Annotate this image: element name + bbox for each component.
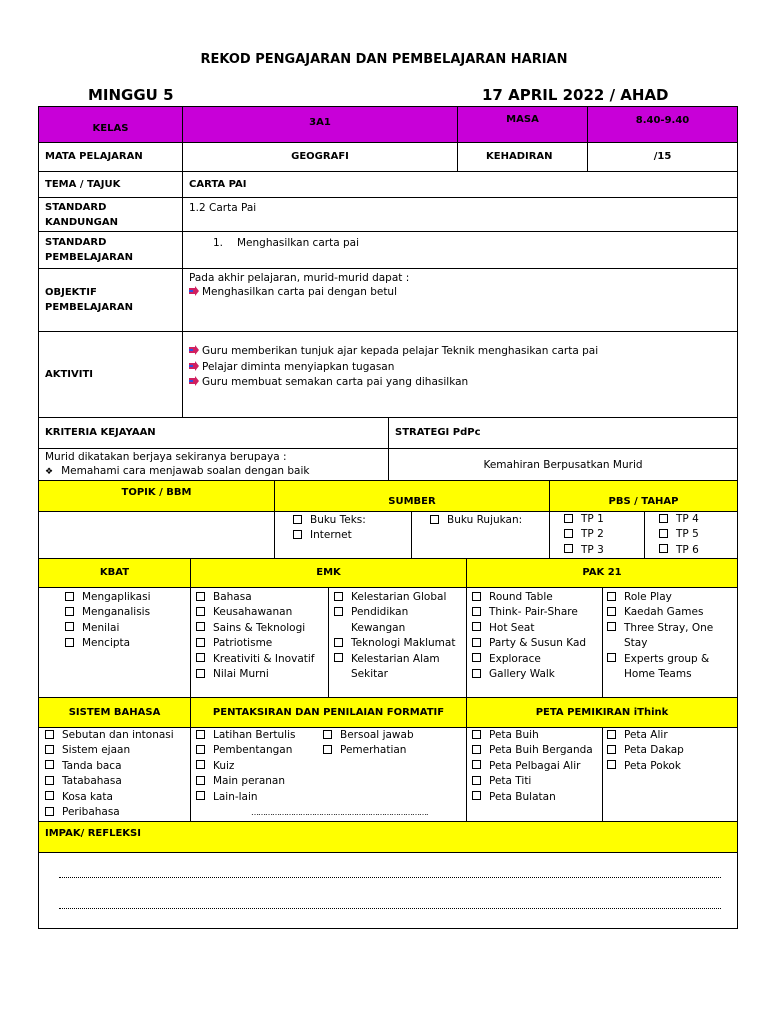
- checkbox-item[interactable]: [334, 605, 466, 620]
- checkbox-icon[interactable]: [196, 622, 205, 631]
- checkbox-label: Pembentangan: [213, 744, 293, 757]
- checkbox-label: Kaedah Games: [624, 606, 704, 619]
- aktiviti-item: [189, 375, 731, 391]
- pentaksiran-cell: [190, 727, 467, 822]
- checkbox-icon[interactable]: [65, 607, 74, 616]
- checkbox-icon[interactable]: [659, 529, 668, 538]
- checkbox-item[interactable]: [659, 543, 737, 558]
- emk-b-list: [334, 590, 466, 682]
- checkbox-label: Tanda baca: [62, 759, 122, 772]
- checkbox-icon[interactable]: [293, 515, 302, 524]
- checkbox-label: Menganalisis: [82, 606, 151, 619]
- checkbox-item[interactable]: [334, 667, 466, 682]
- checkbox-item[interactable]: [472, 621, 602, 636]
- checkbox-label: Keusahawanan: [213, 606, 293, 619]
- checkbox-item[interactable]: [196, 605, 328, 620]
- tema-row: [38, 171, 738, 198]
- tp-b-cell: [644, 511, 738, 559]
- checkbox-item[interactable]: [659, 512, 737, 527]
- checkbox-icon[interactable]: [45, 760, 54, 769]
- impak-content-row: [38, 852, 738, 929]
- checkbox-label: TP 6: [676, 543, 699, 556]
- checkbox-icon[interactable]: [659, 514, 668, 523]
- bahasa-content-row: [38, 727, 738, 822]
- checkbox-label: Bersoal jawab: [340, 729, 414, 741]
- sp-value-cell: [182, 231, 738, 269]
- checkbox-item[interactable]: [196, 774, 295, 789]
- checkbox-label: Gallery Walk: [489, 668, 555, 681]
- emk-b-cell: [328, 587, 467, 698]
- kriteria-cell: [38, 448, 389, 481]
- checkbox-item[interactable]: [45, 728, 190, 743]
- checkbox-icon[interactable]: [564, 529, 573, 538]
- kelas-value: 3A1: [182, 106, 458, 143]
- checkbox-item[interactable]: [334, 621, 466, 636]
- checkbox-label: Kelestarian Alam: [351, 652, 440, 665]
- sk-row: [38, 197, 738, 232]
- checkbox-item[interactable]: [45, 805, 190, 820]
- pent-b-list: [323, 728, 414, 759]
- checkbox-item[interactable]: [607, 621, 737, 636]
- checkbox-label: Bahasa: [213, 591, 252, 603]
- checkbox-label: Role Play: [624, 591, 672, 603]
- checkbox-item[interactable]: [472, 667, 602, 682]
- checkbox-icon[interactable]: [45, 730, 54, 739]
- kelas-row: [38, 106, 738, 143]
- sistem-cell: [38, 727, 191, 822]
- checkbox-item[interactable]: [659, 527, 737, 542]
- masa-value: 8.40-9.40: [587, 106, 738, 143]
- aktiviti-item: [189, 360, 731, 376]
- topik-cell: [38, 511, 275, 559]
- sistem-list: [45, 728, 190, 820]
- bahasa-header-row: [38, 697, 738, 728]
- impak-line-2[interactable]: [59, 908, 721, 909]
- kriteria-header-row: [38, 417, 738, 449]
- checkbox-item[interactable]: [607, 590, 737, 605]
- checkbox-icon[interactable]: [323, 730, 332, 739]
- aktiviti-label: AKTIVITI: [38, 331, 183, 418]
- aktiviti-text: Guru memberikan tunjuk ajar kepada pelajar Teknik menghasikan carta pai: [202, 345, 599, 357]
- sp-value: Menghasilkan carta pai: [237, 237, 359, 249]
- checkbox-icon[interactable]: [45, 776, 54, 785]
- checkbox-icon[interactable]: [607, 607, 616, 616]
- checkbox-item[interactable]: [472, 652, 602, 667]
- impak-label: IMPAK/ REFLEKSI: [38, 821, 738, 853]
- sp-label-line1: STANDARD: [45, 237, 107, 248]
- checkbox-icon[interactable]: [472, 776, 481, 785]
- checkbox-icon[interactable]: [196, 653, 205, 662]
- pent-a-list: [196, 728, 295, 805]
- checkbox-icon[interactable]: [65, 638, 74, 647]
- checkbox-label: Menilai: [82, 621, 120, 634]
- impak-line-1[interactable]: [59, 877, 721, 878]
- attendance-label: KEHADIRAN: [457, 142, 588, 172]
- tp-a-list: [564, 512, 644, 558]
- checkbox-item[interactable]: [196, 790, 295, 805]
- week-label: MINGGU 5: [88, 86, 174, 104]
- checkbox-item[interactable]: [65, 621, 190, 636]
- checkbox-label: TP 2: [581, 528, 604, 541]
- sumber-b-list: [430, 513, 549, 528]
- checkbox-icon[interactable]: [659, 544, 668, 553]
- checkbox-label: Home Teams: [624, 668, 692, 681]
- checkbox-item[interactable]: [607, 759, 737, 774]
- checkbox-item[interactable]: [430, 513, 549, 528]
- checkbox-label: Sains & Teknologi: [213, 621, 306, 634]
- checkbox-item[interactable]: [564, 527, 644, 542]
- peta-label: PETA PEMIKIRAN iThink: [466, 697, 738, 728]
- aktiviti-row: [38, 331, 738, 418]
- checkbox-icon[interactable]: [607, 592, 616, 601]
- checkbox-icon[interactable]: [472, 592, 481, 601]
- checkbox-icon[interactable]: [607, 622, 616, 631]
- checkbox-item[interactable]: [334, 590, 466, 605]
- checkbox-label: Teknologi Maklumat: [351, 637, 456, 650]
- checkbox-item[interactable]: [196, 636, 328, 651]
- checkbox-item[interactable]: [45, 774, 190, 789]
- checkbox-item[interactable]: [45, 743, 190, 758]
- pent-dots: ………………………………………………………………….: [251, 808, 428, 817]
- kbat-cell: [38, 587, 191, 698]
- kriteria-item: [45, 464, 382, 479]
- checkbox-icon[interactable]: [334, 607, 343, 616]
- kbat-content-row: [38, 587, 738, 698]
- checkbox-item[interactable]: [564, 543, 644, 558]
- checkbox-item[interactable]: [472, 590, 602, 605]
- checkbox-label: Mencipta: [82, 637, 131, 650]
- impak-cell: [38, 852, 738, 929]
- checkbox-icon[interactable]: [196, 607, 205, 616]
- checkbox-icon[interactable]: [196, 730, 205, 739]
- checkbox-icon[interactable]: [45, 807, 54, 816]
- resources-header-row: [38, 480, 738, 512]
- obj-label: [38, 268, 183, 332]
- checkbox-item[interactable]: [472, 605, 602, 620]
- checkbox-item[interactable]: [607, 667, 737, 682]
- sk-label-line1: STANDARD: [45, 202, 107, 213]
- checkbox-label: Pemerhatian: [340, 744, 407, 757]
- checkbox-icon[interactable]: [334, 592, 343, 601]
- checkbox-item[interactable]: [607, 605, 737, 620]
- checkbox-icon[interactable]: [65, 622, 74, 631]
- checkbox-label: Kreativiti & Inovatif: [213, 652, 315, 665]
- arrow-bullet-icon: [189, 286, 199, 296]
- checkbox-icon[interactable]: [65, 592, 74, 601]
- checkbox-label: Kelestarian Global: [351, 591, 447, 603]
- checkbox-item[interactable]: [472, 636, 602, 651]
- peta-a-list: [472, 728, 602, 805]
- checkbox-item[interactable]: [196, 590, 328, 605]
- diamond-bullet-icon: ❖: [45, 467, 54, 477]
- checkbox-icon[interactable]: [472, 622, 481, 631]
- checkbox-icon[interactable]: [607, 653, 616, 662]
- checkbox-label: Mengaplikasi: [82, 591, 151, 603]
- checkbox-item[interactable]: [196, 621, 328, 636]
- checkbox-item[interactable]: [323, 743, 414, 758]
- checkbox-item[interactable]: [607, 728, 737, 743]
- checkbox-label: Lain-lain: [213, 790, 258, 803]
- strategi-label: STRATEGI PdPc: [388, 417, 738, 449]
- checkbox-label: Tatabahasa: [62, 775, 122, 788]
- checkbox-label: Explorace: [489, 652, 541, 665]
- obj-cell: [182, 268, 738, 332]
- checkbox-item[interactable]: [196, 728, 295, 743]
- pak-a-list: [472, 590, 602, 682]
- checkbox-label: Buku Rujukan:: [447, 514, 523, 526]
- checkbox-label: Party & Susun Kad: [489, 637, 587, 650]
- aktiviti-text: Pelajar diminta menyiapkan tugasan: [202, 360, 395, 373]
- sumber-a-cell: [274, 511, 412, 559]
- checkbox-label: Buku Teks:: [310, 514, 366, 526]
- checkbox-label: Main peranan: [213, 775, 286, 788]
- checkbox-item[interactable]: [323, 728, 414, 743]
- checkbox-label: Sistem ejaan: [62, 744, 131, 757]
- checkbox-label: Internet: [310, 529, 352, 542]
- obj-item-text: Menghasilkan carta pai dengan betul: [202, 286, 398, 298]
- kriteria-label: KRITERIA KEJAYAAN: [38, 417, 389, 449]
- obj-label-line1: OBJEKTIF: [45, 287, 97, 298]
- arrow-bullet-icon: [189, 361, 199, 371]
- checkbox-icon[interactable]: [472, 638, 481, 647]
- checkbox-icon[interactable]: [196, 592, 205, 601]
- checkbox-item[interactable]: [45, 759, 190, 774]
- checkbox-icon[interactable]: [334, 638, 343, 647]
- kriteria-content-row: [38, 448, 738, 481]
- checkbox-label: Patriotisme: [213, 637, 273, 650]
- emk-label: EMK: [190, 558, 467, 588]
- checkbox-icon[interactable]: [564, 544, 573, 553]
- date-label: 17 APRIL 2022 / AHAD: [482, 86, 669, 104]
- checkbox-icon[interactable]: [323, 745, 332, 754]
- aktiviti-cell: [182, 331, 738, 418]
- peta-a-cell: [466, 727, 603, 822]
- emk-a-list: [196, 590, 328, 682]
- kelas-label: KELAS: [38, 106, 183, 143]
- subject-value: GEOGRAFI: [182, 142, 458, 172]
- checkbox-item[interactable]: [65, 590, 190, 605]
- checkbox-label: Round Table: [489, 591, 553, 603]
- checkbox-icon[interactable]: [430, 515, 439, 524]
- sumber-label: SUMBER: [274, 480, 550, 512]
- obj-label-line2: PEMBELAJARAN: [45, 302, 133, 313]
- checkbox-icon[interactable]: [293, 530, 302, 539]
- checkbox-label: Peta Titi: [489, 775, 532, 788]
- checkbox-icon[interactable]: [472, 653, 481, 662]
- checkbox-label: Kosa kata: [62, 790, 113, 803]
- sk-label: [38, 197, 183, 232]
- checkbox-label: Think- Pair-Share: [489, 606, 578, 619]
- sumber-a-list: [293, 513, 411, 544]
- impak-header-row: [38, 821, 738, 853]
- resources-content-row: [38, 511, 738, 559]
- checkbox-item[interactable]: [472, 759, 602, 774]
- checkbox-label: Three Stray, One: [624, 621, 714, 634]
- checkbox-item[interactable]: [334, 636, 466, 651]
- checkbox-icon[interactable]: [196, 791, 205, 800]
- emk-a-cell: [190, 587, 329, 698]
- checkbox-icon[interactable]: [196, 669, 205, 678]
- checkbox-label: Kewangan: [351, 621, 406, 634]
- obj-intro: Pada akhir pelajaran, murid-murid dapat :: [189, 272, 410, 284]
- checkbox-label: TP 5: [676, 528, 699, 541]
- checkbox-icon[interactable]: [607, 745, 616, 754]
- pak-a-cell: [466, 587, 603, 698]
- checkbox-icon[interactable]: [472, 730, 481, 739]
- kbat-label: KBAT: [38, 558, 191, 588]
- subject-label: MATA PELAJARAN: [38, 142, 183, 172]
- checkbox-item[interactable]: [472, 774, 602, 789]
- checkbox-label: TP 4: [676, 513, 699, 525]
- checkbox-icon[interactable]: [472, 669, 481, 678]
- peta-b-list: [607, 728, 737, 774]
- checkbox-item[interactable]: [334, 652, 466, 667]
- arrow-bullet-icon: [189, 376, 199, 386]
- obj-item: [189, 285, 731, 299]
- checkbox-icon[interactable]: [196, 638, 205, 647]
- checkbox-item[interactable]: [472, 743, 602, 758]
- checkbox-item[interactable]: [196, 759, 295, 774]
- checkbox-label: Peta Pelbagai Alir: [489, 759, 581, 772]
- checkbox-icon[interactable]: [45, 745, 54, 754]
- checkbox-label: Peta Pokok: [624, 759, 681, 772]
- sk-value: 1.2 Carta Pai: [182, 197, 738, 232]
- sp-row: [38, 231, 738, 269]
- checkbox-icon[interactable]: [334, 653, 343, 662]
- tema-value: CARTA PAI: [182, 171, 738, 198]
- strategi-value: Kemahiran Berpusatkan Murid: [388, 448, 738, 481]
- checkbox-icon[interactable]: [472, 745, 481, 754]
- checkbox-item[interactable]: [564, 512, 644, 527]
- checkbox-label: Peta Alir: [624, 729, 668, 741]
- checkbox-label: Peta Buih Berganda: [489, 744, 593, 757]
- sistem-label: SISTEM BAHASA: [38, 697, 191, 728]
- checkbox-label: Kuiz: [213, 759, 235, 772]
- masa-label: MASA: [457, 106, 588, 143]
- pak-b-list: [607, 590, 737, 682]
- subject-row: [38, 142, 738, 172]
- checkbox-label: Peta Buih: [489, 729, 539, 741]
- obj-row: [38, 268, 738, 332]
- checkbox-icon[interactable]: [196, 745, 205, 754]
- checkbox-item[interactable]: [607, 743, 737, 758]
- checkbox-item[interactable]: [196, 667, 328, 682]
- checkbox-label: Experts group &: [624, 652, 710, 665]
- checkbox-item[interactable]: [65, 636, 190, 651]
- checkbox-label: Nilai Murni: [213, 668, 269, 681]
- checkbox-label: Hot Seat: [489, 621, 535, 634]
- checkbox-item[interactable]: [293, 528, 411, 543]
- pbs-label: PBS / TAHAP: [549, 480, 738, 512]
- checkbox-label: TP 1: [581, 513, 604, 525]
- arrow-bullet-icon: [189, 345, 199, 355]
- aktiviti-item: [189, 344, 731, 360]
- checkbox-item[interactable]: [196, 652, 328, 667]
- checkbox-item[interactable]: [65, 605, 190, 620]
- pak-b-cell: [602, 587, 738, 698]
- kriteria-intro: Murid dikatakan berjaya sekiranya berupaya :: [45, 451, 287, 463]
- checkbox-icon[interactable]: [196, 760, 205, 769]
- pentaksiran-label: PENTAKSIRAN DAN PENILAIAN FORMATIF: [190, 697, 467, 728]
- checkbox-icon[interactable]: [45, 791, 54, 800]
- checkbox-item[interactable]: [607, 652, 737, 667]
- page-title: REKOD PENGAJARAN DAN PEMBELAJARAN HARIAN: [200, 52, 568, 67]
- sk-label-line2: KANDUNGAN: [45, 217, 118, 228]
- topik-label: TOPIK / BBM: [38, 480, 275, 512]
- checkbox-label: Latihan Bertulis: [213, 729, 296, 741]
- attendance-value: /15: [587, 142, 738, 172]
- checkbox-item[interactable]: [472, 728, 602, 743]
- checkbox-label: Peta Dakap: [624, 744, 684, 757]
- checkbox-icon[interactable]: [564, 514, 573, 523]
- tp-a-cell: [549, 511, 645, 559]
- tp-b-list: [659, 512, 737, 558]
- checkbox-label: Pendidikan: [351, 606, 409, 619]
- pak-label: PAK 21: [466, 558, 738, 588]
- sp-number: 1.: [213, 237, 224, 249]
- kbat-header-row: [38, 558, 738, 588]
- checkbox-item[interactable]: [196, 743, 295, 758]
- checkbox-icon[interactable]: [196, 776, 205, 785]
- checkbox-label: Sebutan dan intonasi: [62, 729, 174, 741]
- checkbox-label: Sekitar: [351, 668, 388, 681]
- checkbox-icon[interactable]: [472, 791, 481, 800]
- checkbox-icon[interactable]: [472, 760, 481, 769]
- sp-label: [38, 231, 183, 269]
- checkbox-item[interactable]: [45, 790, 190, 805]
- checkbox-label: Stay: [624, 637, 648, 650]
- checkbox-icon[interactable]: [607, 760, 616, 769]
- aktiviti-text: Guru membuat semakan carta pai yang dihasilkan: [202, 376, 469, 388]
- checkbox-item[interactable]: [472, 790, 602, 805]
- sumber-b-cell: [411, 511, 550, 559]
- checkbox-item[interactable]: [293, 513, 411, 528]
- peta-b-cell: [602, 727, 738, 822]
- checkbox-label: TP 3: [581, 543, 604, 556]
- checkbox-icon[interactable]: [607, 730, 616, 739]
- checkbox-label: Peta Bulatan: [489, 790, 556, 803]
- tema-label: TEMA / TAJUK: [38, 171, 183, 198]
- checkbox-label: Peribahasa: [62, 806, 120, 819]
- checkbox-icon[interactable]: [472, 607, 481, 616]
- sp-label-line2: PEMBELAJARAN: [45, 252, 133, 263]
- kbat-list: [65, 590, 190, 652]
- kriteria-item-text: Memahami cara menjawab soalan dengan baik: [61, 465, 310, 477]
- checkbox-item[interactable]: [607, 636, 737, 651]
